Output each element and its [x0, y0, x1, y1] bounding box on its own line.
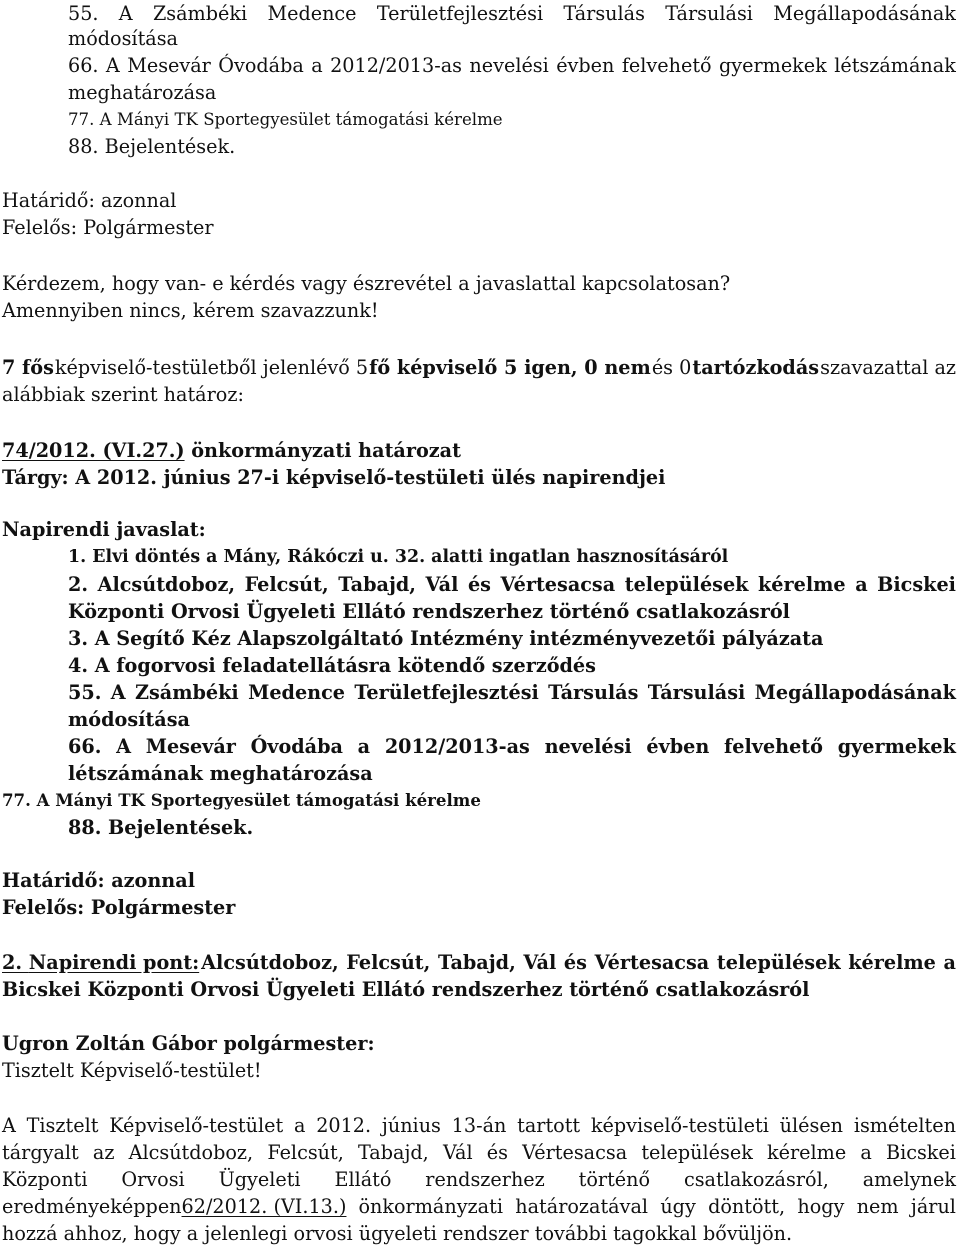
word: az	[92, 1141, 115, 1164]
responsible-1: Felelős: Polgármester	[2, 216, 214, 239]
word: A	[118, 2, 133, 25]
word: tárgyalt	[2, 1141, 79, 1164]
vote-and: és 0	[651, 356, 692, 379]
point-2-line1	[2, 949, 956, 976]
top-item-55-line2: módosítása	[68, 27, 179, 50]
word: Képviselő-testület	[109, 1114, 284, 1137]
word: Tisztelt	[26, 1114, 99, 1137]
agenda-item-2-line2: Központi Orvosi Ügyeleti Ellátó rendszerhez történő csatlakozásról	[68, 600, 790, 623]
word: ülésen	[779, 1114, 844, 1137]
word: Társulás	[548, 681, 639, 704]
resolution-number-line	[2, 437, 461, 464]
word: nevelési	[469, 54, 549, 77]
word: Ügyeleti	[218, 1168, 301, 1191]
agenda-item-1: 1. Elvi döntés a Mány, Rákóczi u. 32. alatti ingatlan hasznosításáról	[68, 547, 729, 567]
word: Vértesacsa	[594, 951, 710, 974]
word: Társulási	[665, 2, 753, 25]
body-line-4-tail	[346, 1193, 956, 1220]
body-line-3	[2, 1166, 956, 1193]
word: a	[943, 951, 956, 974]
agenda-item-66-line1	[68, 733, 956, 760]
word: határozatával	[515, 1195, 649, 1218]
body-line-4	[2, 1193, 956, 1220]
word: A	[110, 681, 126, 704]
deadline-2: Határidő: azonnal	[2, 869, 195, 892]
word: Mesevár	[145, 735, 236, 758]
point-2-prefix: 2.	[2, 951, 29, 974]
word: felvehető	[724, 735, 823, 758]
word: Orvosi	[121, 1168, 185, 1191]
body-line-1	[2, 1112, 956, 1139]
word: Alcsútdoboz,	[97, 573, 236, 596]
word: Vértesacsa	[522, 1141, 628, 1164]
speaker: Ugron Zoltán Gábor polgármester:	[2, 1032, 375, 1055]
word: önkormányzati	[358, 1195, 503, 1218]
word: június	[381, 1114, 441, 1137]
deadline-1: Határidő: azonnal	[2, 189, 177, 212]
agenda-item-2-line1	[68, 571, 956, 598]
word: Területfejlesztési	[376, 2, 544, 25]
point-2-label: Napirendi pont:	[28, 951, 200, 974]
agenda-item-3: 3. A Segítő Kéz Alapszolgáltató Intézmény intézményvezetői pályázata	[68, 627, 824, 650]
word: és	[467, 573, 491, 596]
word: ismételten	[853, 1114, 956, 1137]
agenda-item-88: 88. Bejelentések.	[68, 816, 254, 839]
vote-line-1	[2, 354, 956, 381]
word: döntött,	[708, 1195, 786, 1218]
word: a	[293, 1114, 306, 1137]
word: a	[357, 735, 371, 758]
vote-tail: szavazattal az	[820, 356, 956, 379]
vote-abstain: tartózkodás	[692, 356, 820, 379]
word: évben	[646, 735, 710, 758]
word: 66.	[68, 54, 99, 77]
word: évben	[556, 54, 615, 77]
top-item-55-line1	[68, 0, 956, 27]
word: Vál	[442, 1141, 473, 1164]
responsible-2: Felelős: Polgármester	[2, 896, 236, 919]
word: A	[116, 735, 131, 758]
word: települések	[716, 951, 841, 974]
word: Vál	[523, 951, 557, 974]
word: létszámának	[834, 54, 956, 77]
word: kérelme	[767, 1141, 847, 1164]
word: csatlakozásról,	[683, 1168, 829, 1191]
word: Megállapodásának	[773, 2, 956, 25]
word: úgy	[660, 1195, 696, 1218]
agenda-heading: Napirendi javaslat:	[2, 518, 206, 541]
word: és	[563, 951, 587, 974]
point-2-line2: Bicskei Központi Orvosi Ügyeleti Ellátó rendszerhez történő csatlakozásról	[2, 978, 810, 1001]
resolution-subject: Tárgy: A 2012. június 27-i képviselő-testületi ülés napirendjei	[2, 466, 666, 489]
word: járul	[910, 1195, 956, 1218]
word: Zsámbéki	[134, 681, 239, 704]
word: 55.	[68, 2, 99, 25]
word: amelynek	[862, 1168, 956, 1191]
agenda-item-66-line2: létszámának meghatározása	[68, 762, 373, 785]
word: Vértesacsa	[500, 573, 616, 596]
word: Tabajd,	[438, 951, 516, 974]
word: tartott	[517, 1114, 581, 1137]
word: gyermekek	[837, 735, 956, 758]
vote-yes-no: fő képviselő 5 igen, 0 nem	[369, 356, 651, 379]
resolution-number: 74/2012. (VI.27.)	[2, 439, 185, 462]
vote-line-2: alábbiak szerint határoz:	[2, 383, 244, 406]
word: A	[105, 54, 120, 77]
word: Ellátó	[334, 1168, 392, 1191]
salutation: Tisztelt Képviselő-testület!	[2, 1059, 262, 1082]
word: Felcsút,	[346, 951, 431, 974]
question-line-1: Kérdezem, hogy van- e kérdés vagy észrevétel a javaslattal kapcsolatosan?	[2, 272, 731, 295]
point-2-heading	[2, 949, 199, 976]
word: Megállapodásának	[754, 681, 956, 704]
word: Medence	[267, 2, 357, 25]
word: rendszerhez	[425, 1168, 545, 1191]
word: települések	[641, 1141, 753, 1164]
word: Területfejlesztési	[354, 681, 539, 704]
agenda-item-77: 77. A Mányi TK Sportegyesület támogatási kérelme	[2, 790, 481, 810]
word: a	[855, 573, 868, 596]
word: 2012/2013-as	[330, 54, 462, 77]
word: Központi	[2, 1168, 88, 1191]
word: és	[486, 1141, 508, 1164]
top-item-66-line2: meghatározása	[68, 81, 217, 104]
word: történő	[578, 1168, 651, 1191]
word: Bicskei	[877, 573, 956, 596]
word: nem	[856, 1195, 899, 1218]
word: Alcsútdoboz,	[201, 951, 339, 974]
word: kérelme	[758, 573, 846, 596]
agenda-item-55-line1	[68, 679, 956, 706]
word: Felcsút,	[267, 1141, 344, 1164]
word: Tabajd,	[338, 573, 416, 596]
word: 2.	[68, 573, 89, 596]
word: Tabajd,	[357, 1141, 429, 1164]
word: képviselő-testületi	[590, 1114, 769, 1137]
word: gyermekek	[718, 54, 827, 77]
word: Zsámbéki	[152, 2, 248, 25]
word: nevelési	[544, 735, 632, 758]
point-2-title-words	[199, 949, 956, 976]
word: 55.	[68, 681, 102, 704]
word: Felcsút,	[244, 573, 329, 596]
body-line-2	[2, 1139, 956, 1166]
word: hogy	[797, 1195, 845, 1218]
word: Társulási	[647, 681, 746, 704]
word: Társulás	[563, 2, 645, 25]
word: Medence	[248, 681, 345, 704]
body-line-5: hozzá ahhoz, hogy a jelenlegi orvosi ügyeleti rendszer további tagokkal bővüljön.	[2, 1222, 793, 1245]
word: Óvodába	[250, 735, 343, 758]
top-item-88: 88. Bejelentések.	[68, 135, 236, 158]
agenda-item-55-line2: módosítása	[68, 708, 190, 731]
resolution-type: önkormányzati határozat	[184, 439, 461, 462]
vote-members: 7 fős	[2, 356, 54, 379]
word: 13-án	[451, 1114, 507, 1137]
word: Alcsútdoboz,	[128, 1141, 254, 1164]
word: 66.	[68, 735, 102, 758]
word: települések	[624, 573, 749, 596]
word: Óvodába	[218, 54, 304, 77]
top-item-66-line1	[68, 52, 956, 79]
body-line-4-lead: eredményeképpen	[2, 1195, 182, 1218]
word: kérelme	[848, 951, 936, 974]
word: Bicskei	[885, 1141, 956, 1164]
agenda-item-4: 4. A fogorvosi feladatellátásra kötendő szerződés	[68, 654, 596, 677]
top-item-77: 77. A Mányi TK Sportegyesület támogatási kérelme	[68, 110, 503, 129]
word: a	[860, 1141, 872, 1164]
word: A	[2, 1114, 16, 1137]
word: Mesevár	[127, 54, 211, 77]
question-line-2: Amennyiben nincs, kérem szavazzunk!	[2, 299, 379, 322]
word: felvehető	[621, 54, 712, 77]
word: 2012.	[316, 1114, 372, 1137]
word: 2012/2013-as	[384, 735, 530, 758]
word: Vál	[425, 573, 459, 596]
word: a	[311, 54, 323, 77]
resolution-reference-link[interactable]: 62/2012. (VI.13.)	[181, 1195, 347, 1218]
vote-present: képviselő-testületből jelenlévő 5	[54, 356, 369, 379]
